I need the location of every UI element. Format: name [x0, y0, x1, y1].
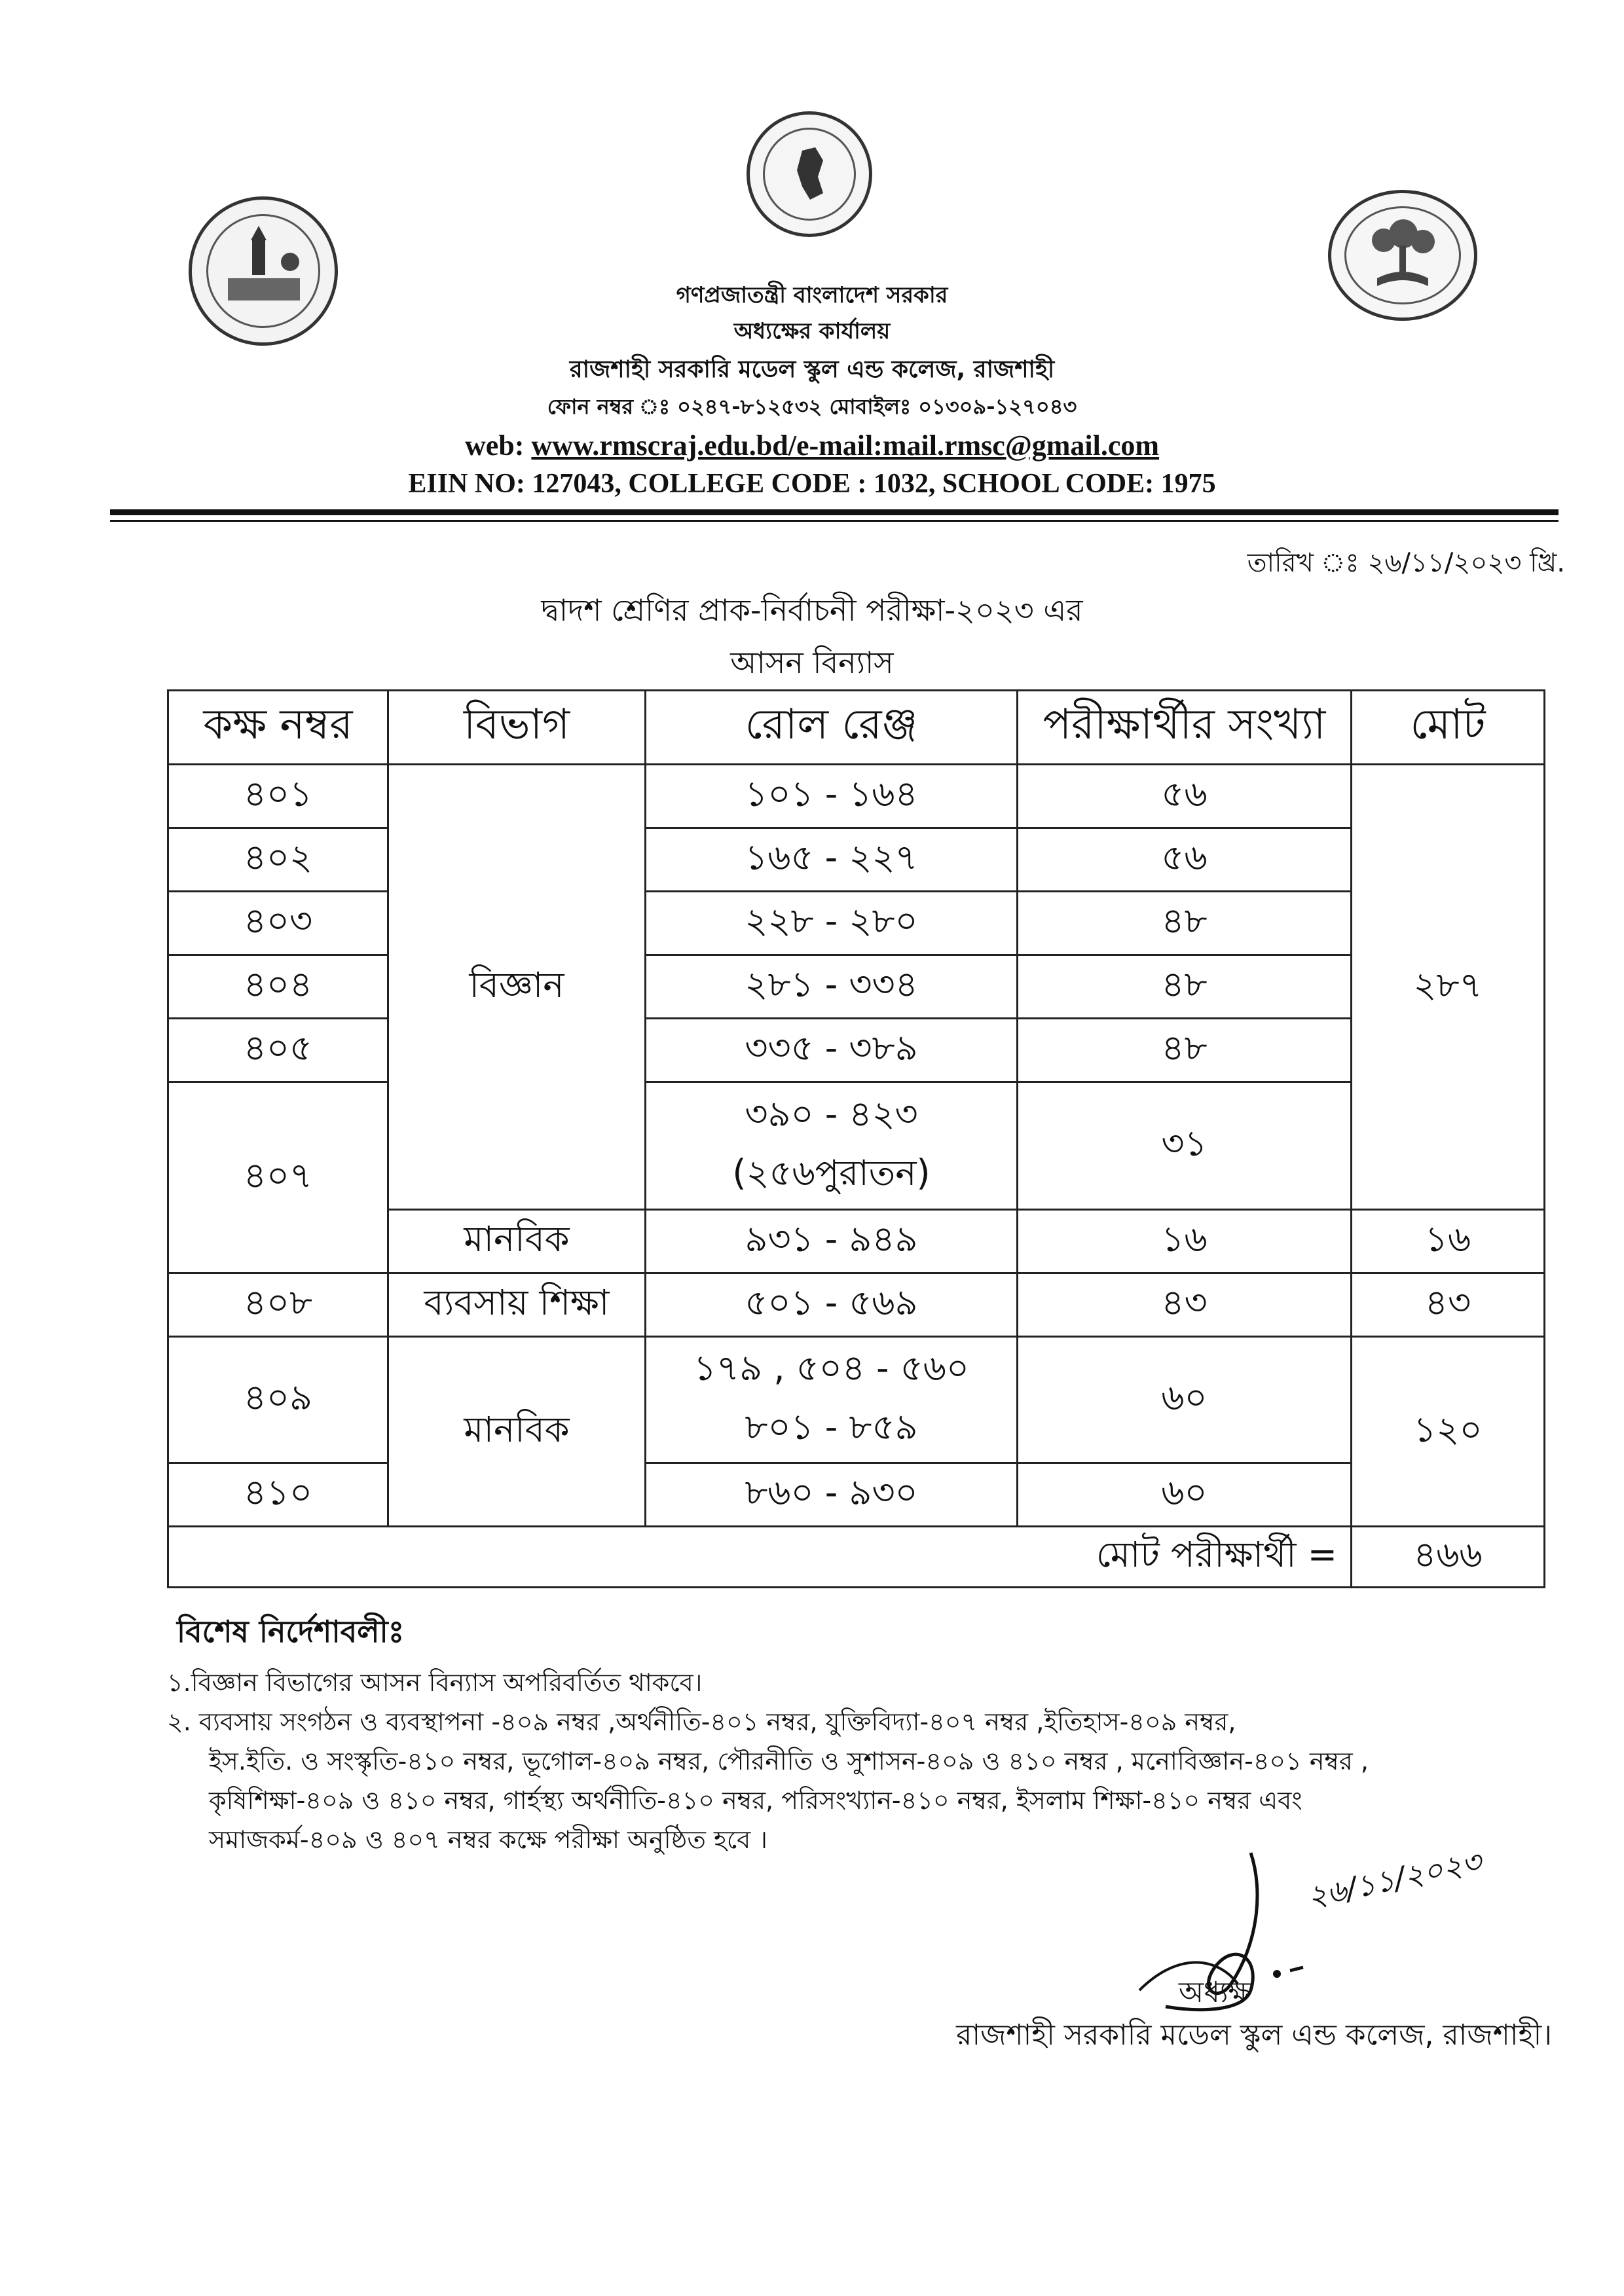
table-row	[168, 1463, 1545, 1527]
contact-phone: ফোন নম্বর ঃ ০২৪৭-৮১২৫৩২ মোবাইলঃ ০১৩০৯-১২৭০৪৩	[547, 394, 1077, 419]
table-row	[168, 1019, 1545, 1082]
roll-range: ২২৮ - ২৮০	[646, 892, 1018, 955]
note-line: ২. ব্যবসায় সংগঠন ও ব্যবস্থাপনা -৪০৯ নম্বর ,অর্থনীতি-৪০১ নম্বর, যুক্তিবিদ্যা-৪০৭ নম্বর ,ইতিহাস-৪০৯ নম্বর,	[167, 1707, 1236, 1736]
roll-range-line1: ১৭৯ , ৫০৪ - ৫৬০	[693, 1347, 969, 1389]
department-cell: মানবিক	[388, 1210, 646, 1273]
header-room: কক্ষ নম্বর	[168, 691, 388, 765]
seat-plan-table	[167, 689, 1545, 1588]
roll-range: ৩৩৫ - ৩৮৯	[646, 1019, 1018, 1082]
signature-date: ২৬/১১/২০২৩	[1304, 1843, 1485, 1915]
room-number: ৪০৩	[168, 892, 388, 955]
principal-designation: অধ্যক্ষ	[1179, 1976, 1252, 2009]
roll-range: ৮৬০ - ৯৩০	[646, 1463, 1018, 1527]
document-date: তারিখ ঃ ২৬/১১/২০২৩ খ্রি.	[1247, 548, 1565, 578]
examinee-count: ৪৮	[1018, 1019, 1352, 1082]
institution-name: রাজশাহী সরকারি মডেল স্কুল এন্ড কলেজ, রাজশাহী	[569, 356, 1055, 383]
header-total: মোট	[1352, 691, 1545, 765]
note-line: সমাজকর্ম-৪০৯ ও ৪০৭ নম্বর কক্ষে পরীক্ষা অনুষ্ঠিত হবে ।	[209, 1825, 768, 1854]
roll-range-line2: ৮০১ - ৮৫৯	[745, 1406, 918, 1448]
room-number: ৪০৯	[168, 1337, 388, 1463]
website-link[interactable]: www.rmscraj.edu.bd/e-mail:mail.rmsc@gmail.com	[531, 429, 1160, 462]
header-department: বিভাগ	[388, 691, 646, 765]
table-row	[168, 892, 1545, 955]
signature-institution: রাজশাহী সরকারি মডেল স্কুল এন্ড কলেজ, রাজশাহী।	[956, 2018, 1552, 2052]
examinee-count: ৬০	[1018, 1463, 1352, 1527]
total-cell: ১৬	[1352, 1210, 1545, 1273]
examinee-count: ৪৮	[1018, 892, 1352, 955]
header-roll-range: রোল রেঞ্জ	[646, 691, 1018, 765]
roll-range: ২৮১ - ৩৩৪	[646, 955, 1018, 1019]
table-row	[168, 1337, 1545, 1463]
examinee-count: ৫৬	[1018, 828, 1352, 892]
grand-total-value: ৪৬৬	[1352, 1527, 1545, 1588]
department-cell: বিজ্ঞান	[388, 765, 646, 1210]
room-number: ৪১০	[168, 1463, 388, 1527]
roll-range-line2: (২৫৬পুরাতন)	[732, 1152, 931, 1194]
office-name: অধ্যক্ষের কার্যালয়	[733, 318, 891, 344]
seat-plan-subtitle: আসন বিন্যাস	[730, 645, 894, 680]
room-number: ৪০১	[168, 765, 388, 828]
total-cell: ১২০	[1352, 1337, 1545, 1527]
examinee-count: ৪৮	[1018, 955, 1352, 1019]
department-cell: মানবিক	[388, 1337, 646, 1527]
header-examinee-count: পরীক্ষার্থীর সংখ্যা	[1018, 691, 1352, 765]
table-row	[168, 1082, 1545, 1210]
notes-block	[167, 1663, 1369, 1859]
total-cell: ২৮৭	[1352, 765, 1545, 1210]
table-header-row	[168, 691, 1545, 765]
exam-title: দ্বাদশ শ্রেণির প্রাক-নির্বাচনী পরীক্ষা-২০২৩ এর	[541, 592, 1083, 628]
roll-range: ১০১ - ১৬৪	[646, 765, 1018, 828]
header-divider-thin	[110, 520, 1559, 522]
note-line: কৃষিশিক্ষা-৪০৯ ও ৪১০ নম্বর, গার্হস্থ্য অর্থনীতি-৪১০ নম্বর, পরিসংখ্যান-৪১০ নম্বর, ইসলাম শিক্ষা-৪১০ নম্বর এবং	[209, 1786, 1302, 1815]
institution-codes: EIIN NO: 127043, COLLEGE CODE : 1032, SCHOOL CODE: 1975	[408, 469, 1216, 499]
examinee-count: ৪৩	[1018, 1273, 1352, 1337]
web-prefix: web:	[464, 429, 525, 462]
bangladesh-govt-seal	[747, 111, 872, 237]
notes-heading: বিশেষ নির্দেশাবলীঃ	[177, 1614, 405, 1649]
roll-range: ৯৩১ - ৯৪৯	[646, 1210, 1018, 1273]
room-number: ৪০৫	[168, 1019, 388, 1082]
table-row	[168, 828, 1545, 892]
examinee-count: ৩১	[1018, 1082, 1352, 1210]
header-divider-thick	[110, 509, 1559, 515]
total-cell: ৪৩	[1352, 1273, 1545, 1337]
roll-range	[646, 1082, 1018, 1210]
room-number: ৪০৮	[168, 1273, 388, 1337]
note-line: ইস.ইতি. ও সংস্কৃতি-৪১০ নম্বর, ভূগোল-৪০৯ নম্বর, পৌরনীতি ও সুশাসন-৪০৯ ও ৪১০ নম্বর , মনোবিজ্ঞান-৪০১ নম্বর ,	[209, 1747, 1369, 1776]
table-row	[168, 955, 1545, 1019]
grand-total-label: মোট পরীক্ষার্থী =	[168, 1527, 1352, 1588]
table-row	[168, 1273, 1545, 1337]
table-row	[168, 765, 1545, 828]
examinee-count: ৫৬	[1018, 765, 1352, 828]
grand-total-row	[168, 1527, 1545, 1588]
roll-range: ১৬৫ - ২২৭	[646, 828, 1018, 892]
note-line: ১.বিজ্ঞান বিভাগের আসন বিন্যাস অপরিবর্তিত থাকবে।	[167, 1668, 703, 1697]
govt-name: গণপ্রজাতন্ত্রী বাংলাদেশ সরকার	[676, 282, 948, 308]
roll-range: ৫০১ - ৫৬৯	[646, 1273, 1018, 1337]
web-email	[0, 429, 1624, 462]
room-number: ৪০২	[168, 828, 388, 892]
examinee-count: ৬০	[1018, 1337, 1352, 1463]
room-number: ৪০৭	[168, 1082, 388, 1273]
examinee-count: ১৬	[1018, 1210, 1352, 1273]
roll-range	[646, 1337, 1018, 1463]
department-cell: ব্যবসায় শিক্ষা	[388, 1273, 646, 1337]
room-number: ৪০৪	[168, 955, 388, 1019]
roll-range-line1: ৩৯০ - ৪২৩	[745, 1093, 918, 1135]
